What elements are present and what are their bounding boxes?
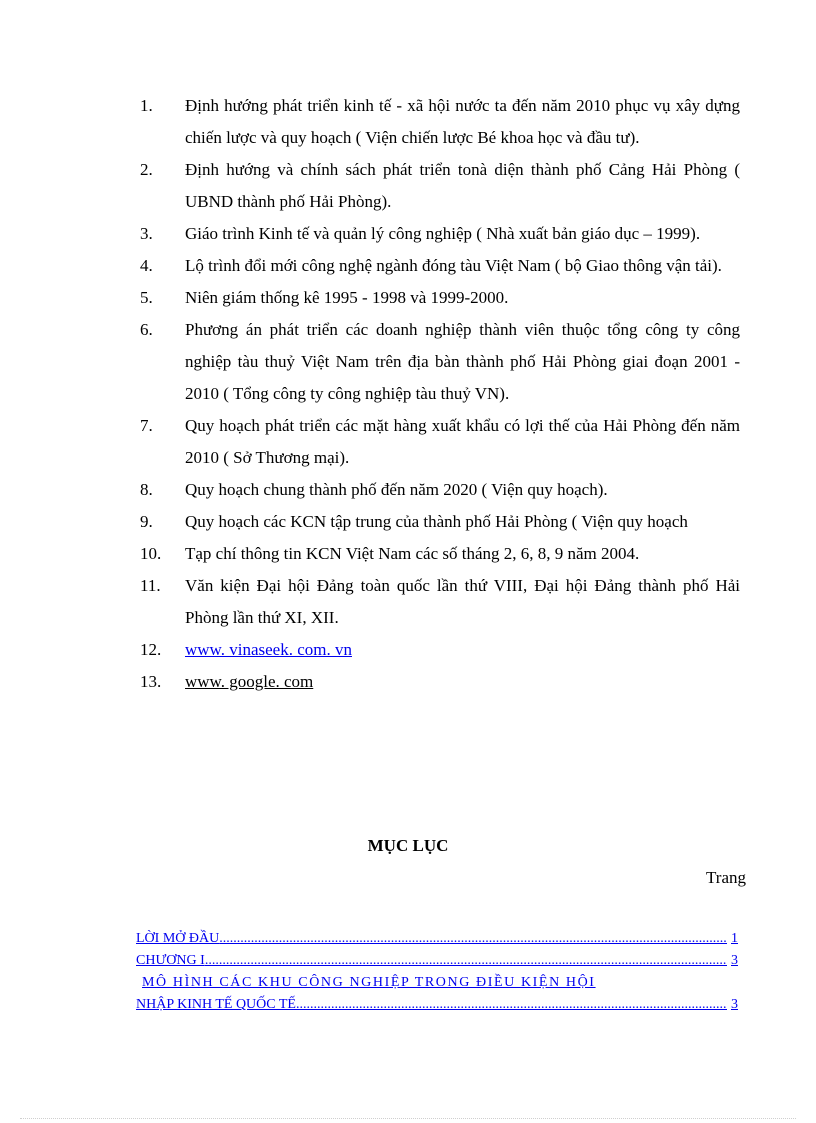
toc-entry-page: 1 (731, 931, 738, 946)
toc-leader-dots (299, 994, 727, 1016)
reference-text: Lộ trình đổi mới công nghệ ngành đóng tàu Việt Nam ( bộ Giao thông vận tải). (185, 256, 722, 275)
reference-item (140, 634, 740, 666)
toc-entry-label: LỜI MỞ ĐẦU (136, 931, 220, 946)
reference-item (140, 314, 740, 410)
table-of-contents (136, 928, 738, 1016)
toc-entry-label: CHƯƠNG I (136, 953, 205, 968)
reference-text: Tạp chí thông tin KCN Việt Nam các số tháng 2, 6, 8, 9 năm 2004. (185, 544, 640, 563)
reference-number: 7. (140, 416, 153, 435)
reference-text: Quy hoạch chung thành phố đến năm 2020 ( Viện quy hoạch). (185, 480, 608, 499)
reference-item (140, 154, 740, 218)
reference-text: Định hướng phát triển kinh tế - xã hội nước ta đến năm 2010 phục vụ xây dựng chiến lược và quy hoạch ( Viện chiến lược Bé khoa học và đầu tư). (185, 96, 740, 147)
toc-leader-dots (205, 950, 727, 972)
reference-number: 8. (140, 480, 153, 499)
reference-item (140, 570, 740, 634)
reference-text: Giáo trình Kinh tế và quản lý công nghiệp ( Nhà xuất bản giáo dục – 1999). (185, 224, 701, 243)
reference-item (140, 90, 740, 154)
toc-entry-chuong-i[interactable] (136, 950, 738, 972)
toc-title: MỤC LỤC (367, 836, 449, 855)
reference-item (140, 474, 740, 506)
reference-item (140, 218, 740, 250)
reference-item (140, 538, 740, 570)
reference-number: 6. (140, 320, 153, 339)
reference-number: 4. (140, 256, 153, 275)
reference-item (140, 506, 740, 538)
toc-entry-heading-line2[interactable] (136, 994, 738, 1016)
toc-leader-dots (219, 928, 727, 950)
reference-text: Định hướng và chính sách phát triển tonà diện thành phố Cảng Hải Phòng ( UBND thành phố Hải Phòng). (185, 160, 740, 211)
reference-text: Niên giám thống kê 1995 - 1998 và 1999-2000. (185, 288, 509, 307)
reference-item (140, 282, 740, 314)
reference-number: 11. (140, 576, 161, 595)
reference-number: 10. (140, 544, 162, 563)
reference-text: Văn kiện Đại hội Đảng toàn quốc lần thứ VIII, Đại hội Đảng thành phố Hải Phòng lần thứ XI, XII. (185, 576, 740, 627)
reference-link-google[interactable]: www. google. com (185, 672, 314, 691)
toc-entry-page: 3 (731, 953, 738, 968)
toc-entry-page: 3 (731, 997, 738, 1012)
reference-text: Phương án phát triển các doanh nghiệp thành viên thuộc tổng công ty công nghiệp tàu thuỷ Việt Nam trên địa bàn thành phố Hải Phòng giai đoạn 2001 - 2010 ( Tổng công ty công nghiệp tàu thuỷ VN). (185, 320, 740, 403)
reference-number: 12. (140, 640, 162, 659)
reference-number: 3. (140, 224, 153, 243)
reference-number: 9. (140, 512, 153, 531)
reference-number: 1. (140, 96, 153, 115)
reference-text: Quy hoạch phát triển các mặt hàng xuất khẩu có lợi thế của Hải Phòng đến năm 2010 ( Sở Thương mại). (185, 416, 740, 467)
reference-number: 5. (140, 288, 153, 307)
toc-entry-label: NHẬP KINH TẾ QUỐC TẾ. (136, 997, 300, 1012)
toc-page-label: Trang (706, 868, 746, 887)
reference-item (140, 666, 740, 698)
toc-entry-heading-line1[interactable]: MÔ HÌNH CÁC KHU CÔNG NGHIỆP TRONG ĐIỀU KIỆN HỘI (142, 975, 596, 990)
reference-text: Quy hoạch các KCN tập trung của thành phố Hải Phòng ( Viện quy hoạch (185, 512, 688, 531)
page-bottom-divider (20, 1118, 796, 1119)
reference-list (140, 90, 740, 698)
reference-number: 2. (140, 160, 153, 179)
reference-item (140, 410, 740, 474)
reference-link-vinaseek[interactable]: www. vinaseek. com. vn (185, 640, 352, 659)
toc-entry-loi-mo-dau[interactable] (136, 928, 738, 950)
reference-number: 13. (140, 672, 162, 691)
reference-item (140, 250, 740, 282)
